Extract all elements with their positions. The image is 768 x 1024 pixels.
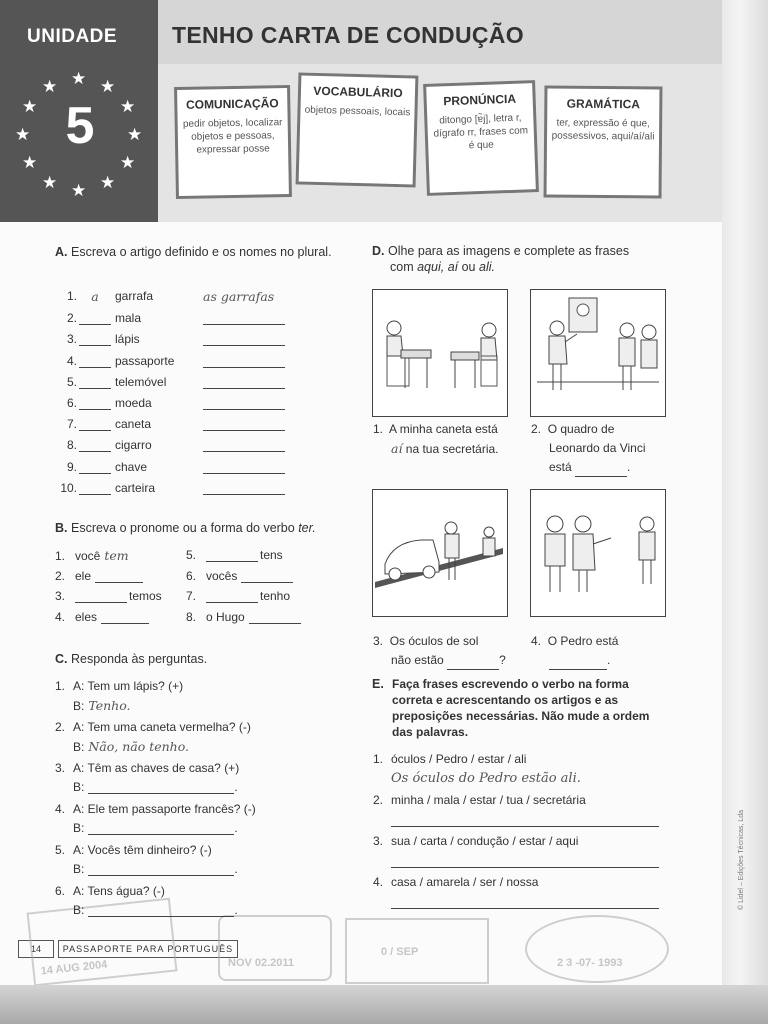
section-b-letter: B. [55,521,68,535]
book-title: PASSAPORTE PARA PORTUGUÊS [62,944,234,954]
caption-line: Os óculos de sol [389,634,479,648]
speaker-label: B: [73,699,85,713]
plural-answer[interactable] [203,395,285,410]
card-title: PRONÚNCIA [443,91,517,109]
plural-answer[interactable] [203,416,285,431]
article-answer[interactable] [79,459,111,474]
answer-blank[interactable] [88,863,234,876]
star-icon: ★ [71,69,87,88]
stamp-text: NOV 02.2011 [228,957,295,969]
question-text: A: Vocês têm dinheiro? (-) [73,843,212,857]
side-credit-text: © Lidel – Edições Técnicas, Lda [738,810,745,910]
caption-4 [531,632,618,670]
item-number: 1. [55,549,66,563]
section-c-letter: C. [55,652,68,666]
item-number: 9. [66,459,77,474]
section-e-instruction [372,676,672,740]
star-icon: ★ [71,181,87,200]
card-comunicacao [174,85,292,199]
answer-blank[interactable] [88,781,234,794]
item-number: 7. [186,589,197,604]
answer-line[interactable] [391,867,659,868]
noun-label: chave [115,459,148,474]
exercise-a-row [55,353,315,368]
card-title: GRAMÁTICA [566,96,641,112]
answer-row [73,739,189,754]
exercise-b-row [186,610,301,624]
answer-blank[interactable] [75,590,127,603]
section-d-word-last: ali. [479,260,495,274]
unit-badge [0,0,158,222]
section-b-instruction [55,520,355,536]
answer-blank[interactable] [101,611,149,624]
question-row [55,761,239,775]
answer-row: B: . [73,862,238,876]
card-body: ditongo [ɐ̃j], letra r, dígrafo rr, frases com é que [433,112,529,152]
section-d-text-1: Olhe para as imagens e complete as frases [387,244,630,258]
card-body: pedir objetos, localizar objetos e pessoas, expressar posse [182,117,283,156]
speaker-label: B: [73,903,85,917]
illustration-car [373,490,507,616]
prompt-row [373,834,578,848]
item-number: 6. [66,396,77,410]
stamp-text: 2 3 -07- 1993 [557,957,623,969]
caption-2: 2. O quadro de Leonardo da Vinci está . [531,420,646,477]
card-vocabulario [296,72,419,187]
question-text: A: Tem um lápis? (+) [73,679,184,693]
plural-answer[interactable] [203,353,285,368]
passport-stamp [525,915,669,983]
article-answer[interactable] [79,395,111,410]
exercise-a-row [55,289,315,303]
item-number: 5. [186,548,197,562]
pronoun-label: ele [75,568,92,583]
article-answer[interactable] [79,310,111,325]
exercise-a-row [55,395,315,410]
prompt-row [373,875,538,889]
item-number: 7. [66,417,77,432]
item-number: 3. [66,332,77,347]
item-number: 3. [55,761,66,775]
caption-3 [373,632,506,670]
star-icon: ★ [42,77,58,96]
answer-blank[interactable] [549,657,607,670]
star-icon: ★ [120,97,136,116]
caption-number: 1. [373,422,384,436]
card-title: COMUNICAÇÃO [185,96,279,112]
caption-line: está [549,460,572,474]
item-number: 8. [66,438,77,453]
prompt-row [373,752,526,766]
answer-line[interactable] [391,908,659,909]
noun-label: carteira [115,480,156,495]
item-number: 2. [55,568,66,583]
star-icon: ★ [120,153,136,172]
prompt-text: óculos / Pedro / estar / ali [391,752,527,766]
verb-label: temos [129,589,162,604]
noun-label: caneta [115,417,152,432]
question-row [55,720,251,734]
star-icon: ★ [100,77,116,96]
exercise-a-row [55,480,315,495]
exercise-b-row [186,548,283,562]
question-text: A: Tens água? (-) [73,884,165,898]
illustration-painting [531,290,665,416]
section-e-letter: E. [372,677,384,691]
plural-answer[interactable] [203,374,285,389]
item-number: 2. [373,793,384,807]
caption-number: 3. [373,634,384,648]
exercise-b-row [55,548,129,563]
section-d-words: aqui, aí [417,260,459,274]
answer-row: B: . [73,821,238,835]
question-row [55,884,165,898]
answer-row: B: . [73,903,238,917]
section-a-text: Escreva o artigo definido e os nomes no plural. [70,245,332,259]
article-answer[interactable] [79,331,111,346]
question-row [55,679,183,693]
answer-text[interactable]: Não, não tenho. [88,739,190,754]
answer-text[interactable]: Os óculos do Pedro estão ali. [391,771,581,786]
answer-row: B: . [73,780,238,794]
prompt-text: minha / mala / estar / tua / secretária [391,793,586,807]
item-number: 1. [66,289,77,303]
item-number: 4. [55,802,66,816]
section-d-letter: D. [372,244,385,258]
stamp-text: 0 / SEP [381,946,419,958]
prompt-row [373,793,586,807]
noun-label: telemóvel [115,374,167,389]
section-b-verb: ter. [298,521,316,535]
caption-end: . [607,653,611,667]
exercise-b-row [186,589,290,603]
passport-stamp [218,915,332,981]
speaker-label: B: [73,740,85,754]
question-row [55,843,212,857]
plural-answer[interactable] [203,480,285,495]
card-body: ter, expressão é que, possessivos, aqui/aí/ali [551,117,655,143]
verb-label: tenho [260,589,291,604]
pronoun-label: você [75,549,101,563]
caption-end: ? [499,653,506,667]
plural-answer[interactable] [203,310,285,325]
noun-label: cigarro [115,438,152,453]
noun-label: mala [115,311,142,326]
item-number: 5. [66,374,77,389]
caption-line: A minha caneta está [389,422,498,436]
unit-number: 5 [65,97,95,155]
article-answer[interactable]: a [91,289,99,304]
answer-blank[interactable] [88,822,234,835]
picture-people [530,489,666,617]
article-answer[interactable] [79,480,111,495]
picture-desks [372,289,508,417]
section-d-instruction [372,243,672,275]
caption-number: 2. [531,422,542,436]
caption-line: não estão [391,653,444,667]
caption-answer: aí [391,441,403,456]
exercise-b-row [55,610,149,624]
side-credit [738,740,758,910]
plural-answer[interactable] [203,331,285,346]
picture-painting [530,289,666,417]
answer-line[interactable] [391,826,659,827]
star-icon: ★ [22,153,38,172]
item-number: 2. [55,720,66,734]
plural-answer[interactable] [203,437,285,452]
exercise-a-row [55,416,315,431]
caption-line: O Pedro está [547,634,619,648]
article-answer[interactable] [79,353,111,368]
caption-line: O quadro de [547,422,615,436]
answer-blank[interactable] [95,570,143,583]
exercise-a-row [55,459,315,474]
answer-blank[interactable] [241,570,293,583]
item-number: 10. [60,480,77,495]
exercise-a-row [55,374,315,389]
section-c-instruction [55,651,355,667]
star-icon: ★ [42,173,58,192]
item-number: 4. [55,609,66,624]
page-bottom-edge [0,985,768,1024]
article-answer[interactable] [79,437,111,452]
exercise-a-row [55,331,315,346]
section-a-letter: A. [55,245,68,259]
section-d-text-2: com [390,260,414,274]
speaker-label: B: [73,780,85,794]
answer-blank[interactable] [88,904,234,917]
section-d-text-3: ou [461,260,476,274]
unit-label: UNIDADE [27,26,118,47]
item-number: 2. [66,311,77,326]
section-c-text: Responda às perguntas. [70,652,208,666]
illustration-people [531,490,665,616]
verb-label: tens [260,548,283,562]
pronoun-label: vocês [206,568,238,583]
pronoun-label: o Hugo [206,609,245,624]
item-number: 3. [55,589,66,604]
card-body: objetos pessoais, locais [304,104,411,119]
item-number: 1. [373,752,384,766]
picture-car [372,489,508,617]
pronoun-label: eles [75,609,98,624]
item-number: 8. [186,609,197,624]
question-text: A: Tem uma caneta vermelha? (-) [73,720,251,734]
answer-blank[interactable] [575,464,627,477]
answer-row [73,698,131,713]
item-number: 6. [55,884,66,898]
section-a-instruction [55,244,335,260]
plural-answer[interactable]: as garrafas [203,289,275,304]
page-title: TENHO CARTA DE CONDUÇÃO [172,22,524,48]
card-pronuncia [423,80,539,196]
stamp-text: 14 AUG 2004 [40,958,108,978]
caption-number: 4. [531,634,542,648]
prompt-text: casa / amarela / ser / nossa [391,875,539,889]
item-number: 4. [66,353,77,368]
star-icon: ★ [127,125,143,144]
star-icon: ★ [15,125,31,144]
answer-text[interactable]: Tenho. [88,698,131,713]
star-icon: ★ [22,97,38,116]
item-number: 1. [55,679,66,693]
noun-label: passaporte [115,353,175,368]
speaker-label: B: [73,821,85,835]
passport-stamp [345,918,489,984]
exercise-a-row [55,437,315,452]
article-answer[interactable] [79,374,111,389]
answer-blank[interactable] [206,549,258,562]
question-text: A: Ele tem passaporte francês? (-) [73,802,256,816]
plural-answer[interactable] [203,459,285,474]
verb-answer[interactable]: tem [104,548,129,563]
exercise-b-row [186,569,293,583]
page-number: 14 [30,944,41,954]
noun-label: lápis [115,332,140,347]
illustration-desks [373,290,507,416]
item-number: 4. [373,875,384,889]
star-icon: ★ [100,173,116,192]
caption-1 [373,420,499,459]
card-title: VOCABULÁRIO [313,83,403,101]
exercise-b-row [55,569,143,583]
section-e-text: Faça frases escrevendo o verbo na forma correta e acrescentando os artigos e as preposições necessárias. Não mude a ordem das palavras. [392,677,650,739]
noun-label: moeda [115,396,152,410]
section-b-text: Escreva o pronome ou a forma do verbo [70,521,295,535]
answer-blank[interactable] [249,611,301,624]
card-gramatica [544,85,663,198]
item-number: 6. [186,568,197,583]
exercise-a-row [55,310,315,325]
answer-blank[interactable] [447,657,499,670]
noun-label: garrafa [115,289,154,303]
prompt-text: sua / carta / condução / estar / aqui [391,834,579,848]
caption-line: na tua secretária. [402,442,499,456]
speaker-label: B: [73,862,85,876]
article-answer[interactable] [79,416,111,431]
question-text: A: Têm as chaves de casa? (+) [73,761,240,775]
caption-line: Leonardo da Vinci [549,441,646,455]
exercise-b-row [55,589,162,603]
question-row [55,802,256,816]
answer-blank[interactable] [206,590,258,603]
item-number: 3. [373,834,384,848]
item-number: 5. [55,843,66,857]
